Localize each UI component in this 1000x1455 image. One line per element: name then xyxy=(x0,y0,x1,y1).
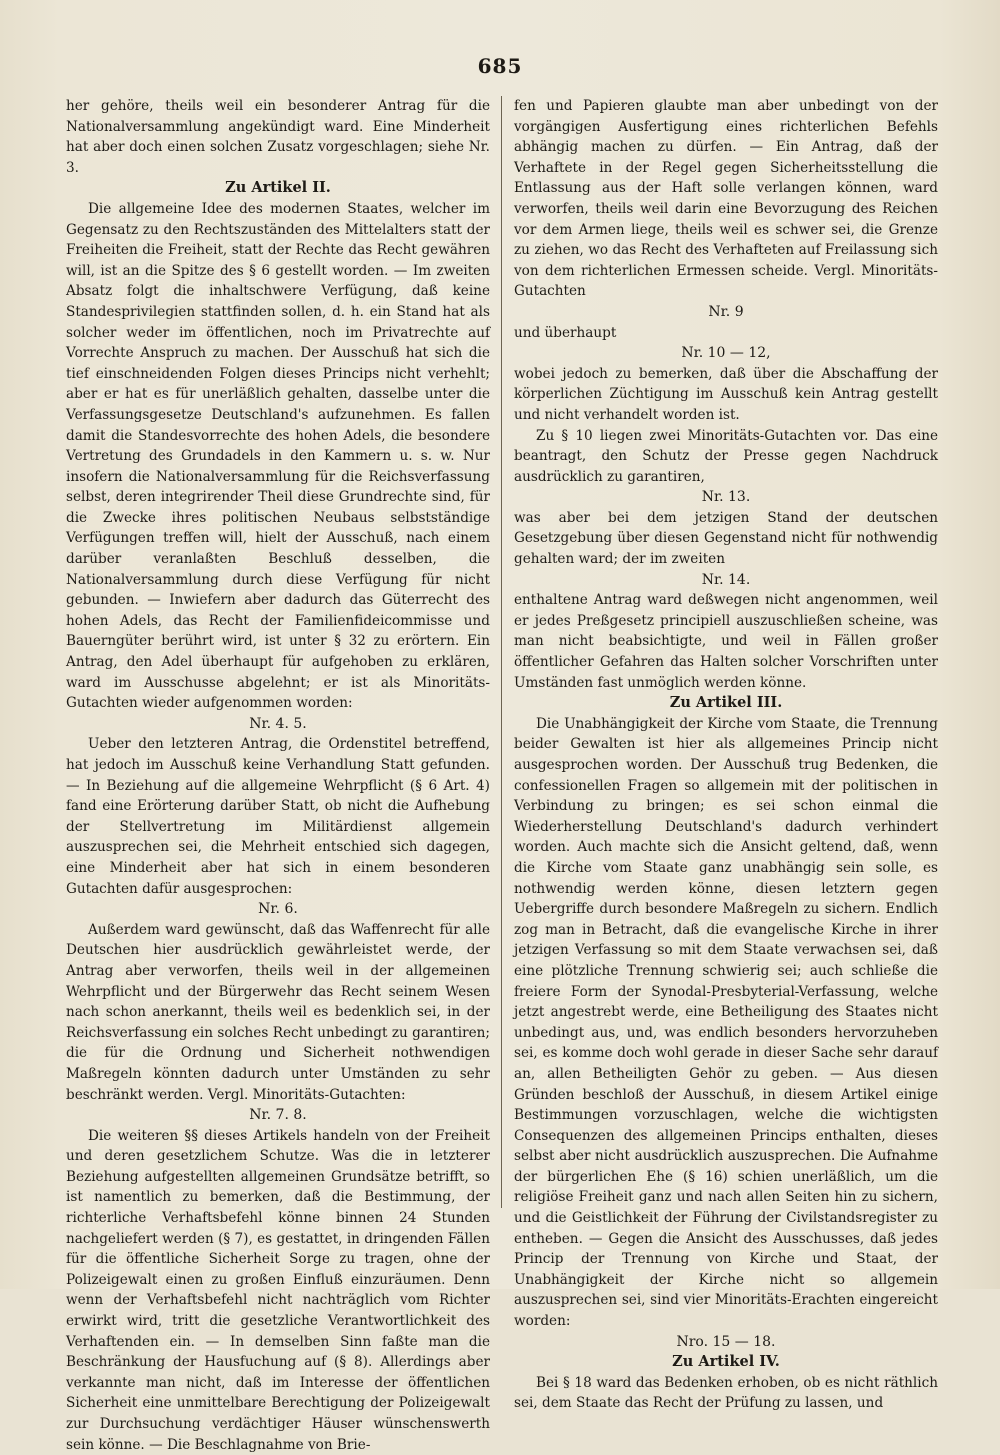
paragraph: was aber bei dem jetzigen Stand der deutschen Gesetzgebung über diesen Gegenstand nicht für nothwendig gehalten ward; der im zweiten xyxy=(514,509,938,568)
section-heading: Zu Artikel II. xyxy=(225,179,331,197)
reference-number: Nro. 15 — 18. xyxy=(676,1333,776,1350)
paragraph: und überhaupt xyxy=(514,324,617,341)
reference-number: Nr. 6. xyxy=(258,901,298,918)
section-heading: Zu Artikel IV. xyxy=(672,1353,780,1371)
reference-number: Nr. 10 — 12, xyxy=(681,345,771,362)
paragraph: Zu § 10 liegen zwei Minoritäts-Gutachten vor. Das eine beantragt, den Schutz der Presse gegen Nachdruck ausdrücklich zu garantiren, xyxy=(514,427,938,485)
column-divider xyxy=(501,96,502,1208)
reference-number: Nr. 4. 5. xyxy=(249,715,307,732)
left-column xyxy=(66,96,490,1455)
paragraph: Ueber den letzteren Antrag, die Ordenstitel betreffend, hat jedoch im Ausschuß keine Verhandlung Statt gefunden. — In Beziehung auf die allgemeine Wehrpflicht (§ 6 Art. 4) fand eine Erörterung darüber Statt, ob nicht die Aufhebung der Stellvertretung im Militärdienst allgemein auszusprechen sei, die Mehrheit entschied sich dagegen, eine Minderheit aber hat sich in einem besonderen Gutachten dafür ausgesprochen: xyxy=(66,736,490,897)
paragraph: fen und Papieren glaubte man aber unbedingt von der vorgängigen Ausfertigung eines richterlichen Befehls abhängig machen zu dürfen. — Ein Antrag, daß der Verhaftete in der Regel gegen Sicherheitsstellung die Entlassung aus der Haft solle verlangen können, ward verworfen, theils weil darin eine Bevorzugung des Reichen vor dem Armen liege, theils weil es schwer sei, die Grenze zu ziehen, wo das Recht des Verhafteten auf Freilassung sich von dem richterlichen Ermessen scheide. Vergl. Minoritäts-Gutachten xyxy=(514,98,938,300)
paragraph: Die weiteren §§ dieses Artikels handeln von der Freiheit und deren gesetzlichem Schutze. Was die in letzterer Beziehung aufgestellten allgemeinen Grundsätze betrifft, so ist namentlich zu bemerken, daß die Bestimmung, der richterliche Verhaftsbefehl könne binnen 24 Stunden nachgeliefert werden (§ 7), es gestattet, in dringenden Fällen für die öffentliche Sicherheit Sorge zu tragen, ohne der Polizeigewalt einen zu großen Einfluß einzuräumen. Denn wenn der Verhaftsbefehl nicht nachträglich vom Richter erwirkt wird, tritt die gesetzliche Verantwortlichkeit des Verhaftenden ein. — In demselben Sinn faßte man die Beschränkung der Hausfuchung auf (§ 8). Allerdings aber verkannte man nicht, daß im Interesse der öffentlichen Sicherheit eine unmittelbare Berechtigung der Polizeigewalt zur Durchsuchung verdächtiger Häuser wünschenswerth sein könne. — Die Beschlagnahme von Brie- xyxy=(66,1127,490,1453)
paragraph: Außerdem ward gewünscht, daß das Waffenrecht für alle Deutschen hier ausdrücklich gewährleistet werde, der Antrag aber verworfen, theils weil in der allgemeinen Wehrpflicht und der Bürgerwehr das Recht seinem Wesen nach schon anerkannt, theils weil es bedenklich sei, in der Reichsverfassung ein solches Recht unbedingt zu garantiren; die für die Ordnung und Sicherheit nothwendigen Maßregeln könnten dadurch unter Umständen zu sehr beschränkt werden. Vergl. Minoritäts-Gutachten: xyxy=(66,921,490,1103)
right-column xyxy=(514,96,938,1414)
paragraph: enthaltene Antrag ward deßwegen nicht angenommen, weil er jedes Preßgesetz principiell auszuschließen scheine, was man nicht beabsichtigte, und weil in Fällen großer öffentlicher Gefahren das Halten solcher Vorschriften unter Umständen fast unmöglich werden könne. xyxy=(514,592,938,691)
paragraph: Bei § 18 ward das Bedenken erhoben, ob es nicht räthlich sei, dem Staate das Recht der Prüfung zu lassen, und xyxy=(514,1374,938,1412)
paragraph: Die allgemeine Idee des modernen Staates, welcher im Gegensatz zu den Rechtszuständen des Mittelalters statt der Freiheiten die Freiheit, statt der Rechte das Recht gewähren will, ist an die Spitze des § 6 gestellt worden. — Im zweiten Absatz folgt die inhaltschwere Verfügung, daß keine Standesprivilegien stattfinden sollen, d. h. ein Stand hat als solcher weder im öffentlichen, noch im Privatrechte auf Vorrechte Anspruch zu machen. Der Ausschuß hat sich die tief einschneidenden Folgen dieses Princips nicht verhehlt; aber er hat es für unerläßlich gehalten, dasselbe unter die Verfassungsgesetze Deutschland's aufzunehmen. Es fallen damit die Standesvorrechte des hohen Adels, die besondere Vertretung des Grundadels in den Kammern u. s. w. Nur insofern die Nationalversammlung für die Reichsverfassung selbst, deren integrirender Theil diese Grundrechte sind, für die Zwecke ihres politischen Neubaus selbstständige Verfügungen treffen will, hielt der Ausschuß, nach einem darüber veranlaßten Beschluß desselben, die Nationalversammlung durch diese Verfügung für nicht gebunden. — Inwiefern aber dadurch das Güterrecht des hohen Adels, das Recht der Familienfideicommisse und Bauerngüter berührt wird, ist unter § 32 zu erörtern. Ein Antrag, den Adel überhaupt für aufgehoben zu erklären, ward im Ausschusse abgelehnt; er ist als Minoritäts-Gutachten wieder aufgenommen worden: xyxy=(66,200,490,712)
reference-number: Nr. 14. xyxy=(701,571,751,588)
paragraph: wobei jedoch zu bemerken, daß über die Abschaffung der körperlichen Züchtigung im Ausschuß kein Antrag gestellt und nicht verhandelt worden ist. xyxy=(514,365,938,423)
reference-number: Nr. 9 xyxy=(708,303,744,320)
paragraph: Die Unabhängigkeit der Kirche vom Staate, die Trennung beider Gewalten ist hier als allgemeines Princip nicht ausgesprochen worden. Der Ausschuß trug Bedenken, die confessionellen Fragen so allgemein mit der politischen in Verbindung zu bringen; es sei schon einmal die Wiederherstellung Deutschland's dadurch verhindert worden. Auch machte sich die Ansicht geltend, daß, wenn die Kirche vom Staate ganz unabhängig sein solle, es nothwendig werden könne, diesen letztern gegen Uebergriffe durch besondere Maßregeln zu sichern. Endlich zog man in Betracht, daß die evangelische Kirche in ihrer jetzigen Verfassung so mit dem Staate verwachsen sei, daß eine plötzliche Trennung schwierig sei; auch schließe die freiere Form der Synodal-Presbyterial-Verfassung, welche jetzt angestrebt werde, eine Betheiligung des Staates nicht unbedingt aus, und, was endlich besonders hervorzuheben sei, es komme doch wohl gerade in dieser Sache sehr darauf an, allen Betheiligten Gehör zu geben. — Aus diesen Gründen beschloß der Ausschuß, in diesem Artikel einige Bestimmungen vorzuschlagen, welche die wichtigsten Consequenzen des allgemeinen Princips enthalten, dieses selbst aber nicht ausdrücklich auszusprechen. Die Aufnahme der bürgerlichen Ehe (§ 16) schien unerläßlich, um die religiöse Freiheit ganz und nach allen Seiten hin zu sichern, und die Geistlichkeit der Führung der Civilstandsregister zu entheben. — Gegen die Ansicht des Ausschusses, daß jedes Princip der Trennung von Kirche und Staat, der Unabhängigkeit der Kirche nicht so allgemein auszusprechen sei, sind vier Minoritäts-Erachten eingereicht worden: xyxy=(514,715,938,1330)
section-heading: Zu Artikel III. xyxy=(669,694,783,712)
paragraph: her gehöre, theils weil ein besonderer Antrag für die Nationalversammlung angekündigt ward. Eine Minderheit hat aber doch einen solchen Zusatz vorgeschlagen; siehe Nr. 3. xyxy=(66,98,490,176)
page-number: 685 xyxy=(477,54,523,78)
reference-number: Nr. 7. 8. xyxy=(249,1107,307,1124)
reference-number: Nr. 13. xyxy=(701,489,751,506)
